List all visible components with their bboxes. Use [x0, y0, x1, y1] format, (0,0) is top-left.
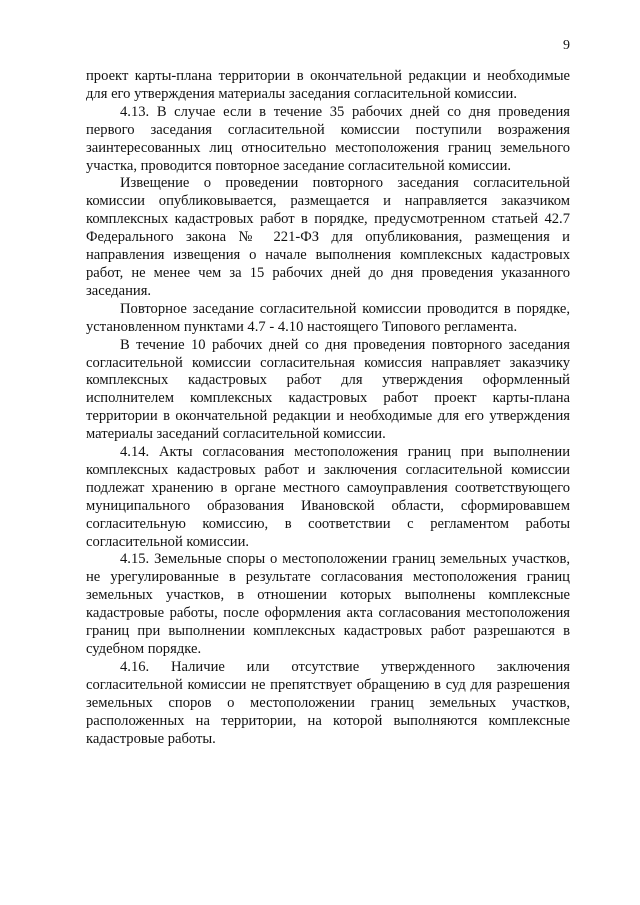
paragraph-4-14: 4.14. Акты согласования местоположения границ при выполнении комплексных кадастровых работ и заключения согласительной комиссии подлежат хранению в органе местного самоуправления соответствующего муниципального образования Ивановской области, сформировавшем согласительную комиссию, в соответствии с регламентом работы согласительной комиссии. [86, 444, 570, 550]
document-body [86, 68, 570, 748]
paragraph-4-15: 4.15. Земельные споры о местоположении границ земельных участков, не урегулированные в результате согласования местоположения границ земельных участков, в отношении которых выполнены комплексные кадастровые работы, после оформления акта согласования местоположения границ при выполнении комплексных кадастровых работ разрешаются в судебном порядке. [86, 551, 570, 657]
paragraph-repeat-meeting-order: Повторное заседание согласительной комиссии проводится в порядке, установленном пунктами 4.7 - 4.10 настоящего Типового регламента. [86, 300, 570, 335]
paragraph-continuation: проект карты-плана территории в окончательной редакции и необходимые для его утверждения материалы заседания согласительной комиссии. [86, 68, 570, 102]
paragraph-4-13: 4.13. В случае если в течение 35 рабочих дней со дня проведения первого заседания согласительной комиссии поступили возражения заинтересованных лиц относительно местоположения границ земельного участка, проводится повторное заседание согласительной комиссии. [86, 103, 570, 174]
paragraph-4-16: 4.16. Наличие или отсутствие утвержденного заключения согласительной комиссии не препятствует обращению в суд для разрешения земельных споров о местоположении границ земельных участков, расположенных на территории, на которой выполняются комплексные кадастровые работы. [86, 658, 570, 747]
page-number: 9 [563, 38, 570, 53]
paragraph-notice-repeat-meeting: Извещение о проведении повторного заседания согласительной комиссии опубликовывается, размещается и направляется заказчиком комплексных кадастровых работ в порядке, предусмотренном статьей 42.7 Федерального закона № 221-ФЗ для опубликования, размещения и направления извещения о начале выполнения комплексных кадастровых работ, не менее чем за 15 рабочих дней до дня проведения указанного заседания. [86, 175, 570, 299]
paragraph-10-days: В течение 10 рабочих дней со дня проведения повторного заседания согласительной комиссии согласительная комиссия направляет заказчику комплексных кадастровых работ для утверждения оформленный исполнителем комплексных кадастровых работ проект карты-плана территории в окончательной редакции и необходимые для его утверждения материалы заседаний согласительной комиссии. [86, 336, 570, 443]
